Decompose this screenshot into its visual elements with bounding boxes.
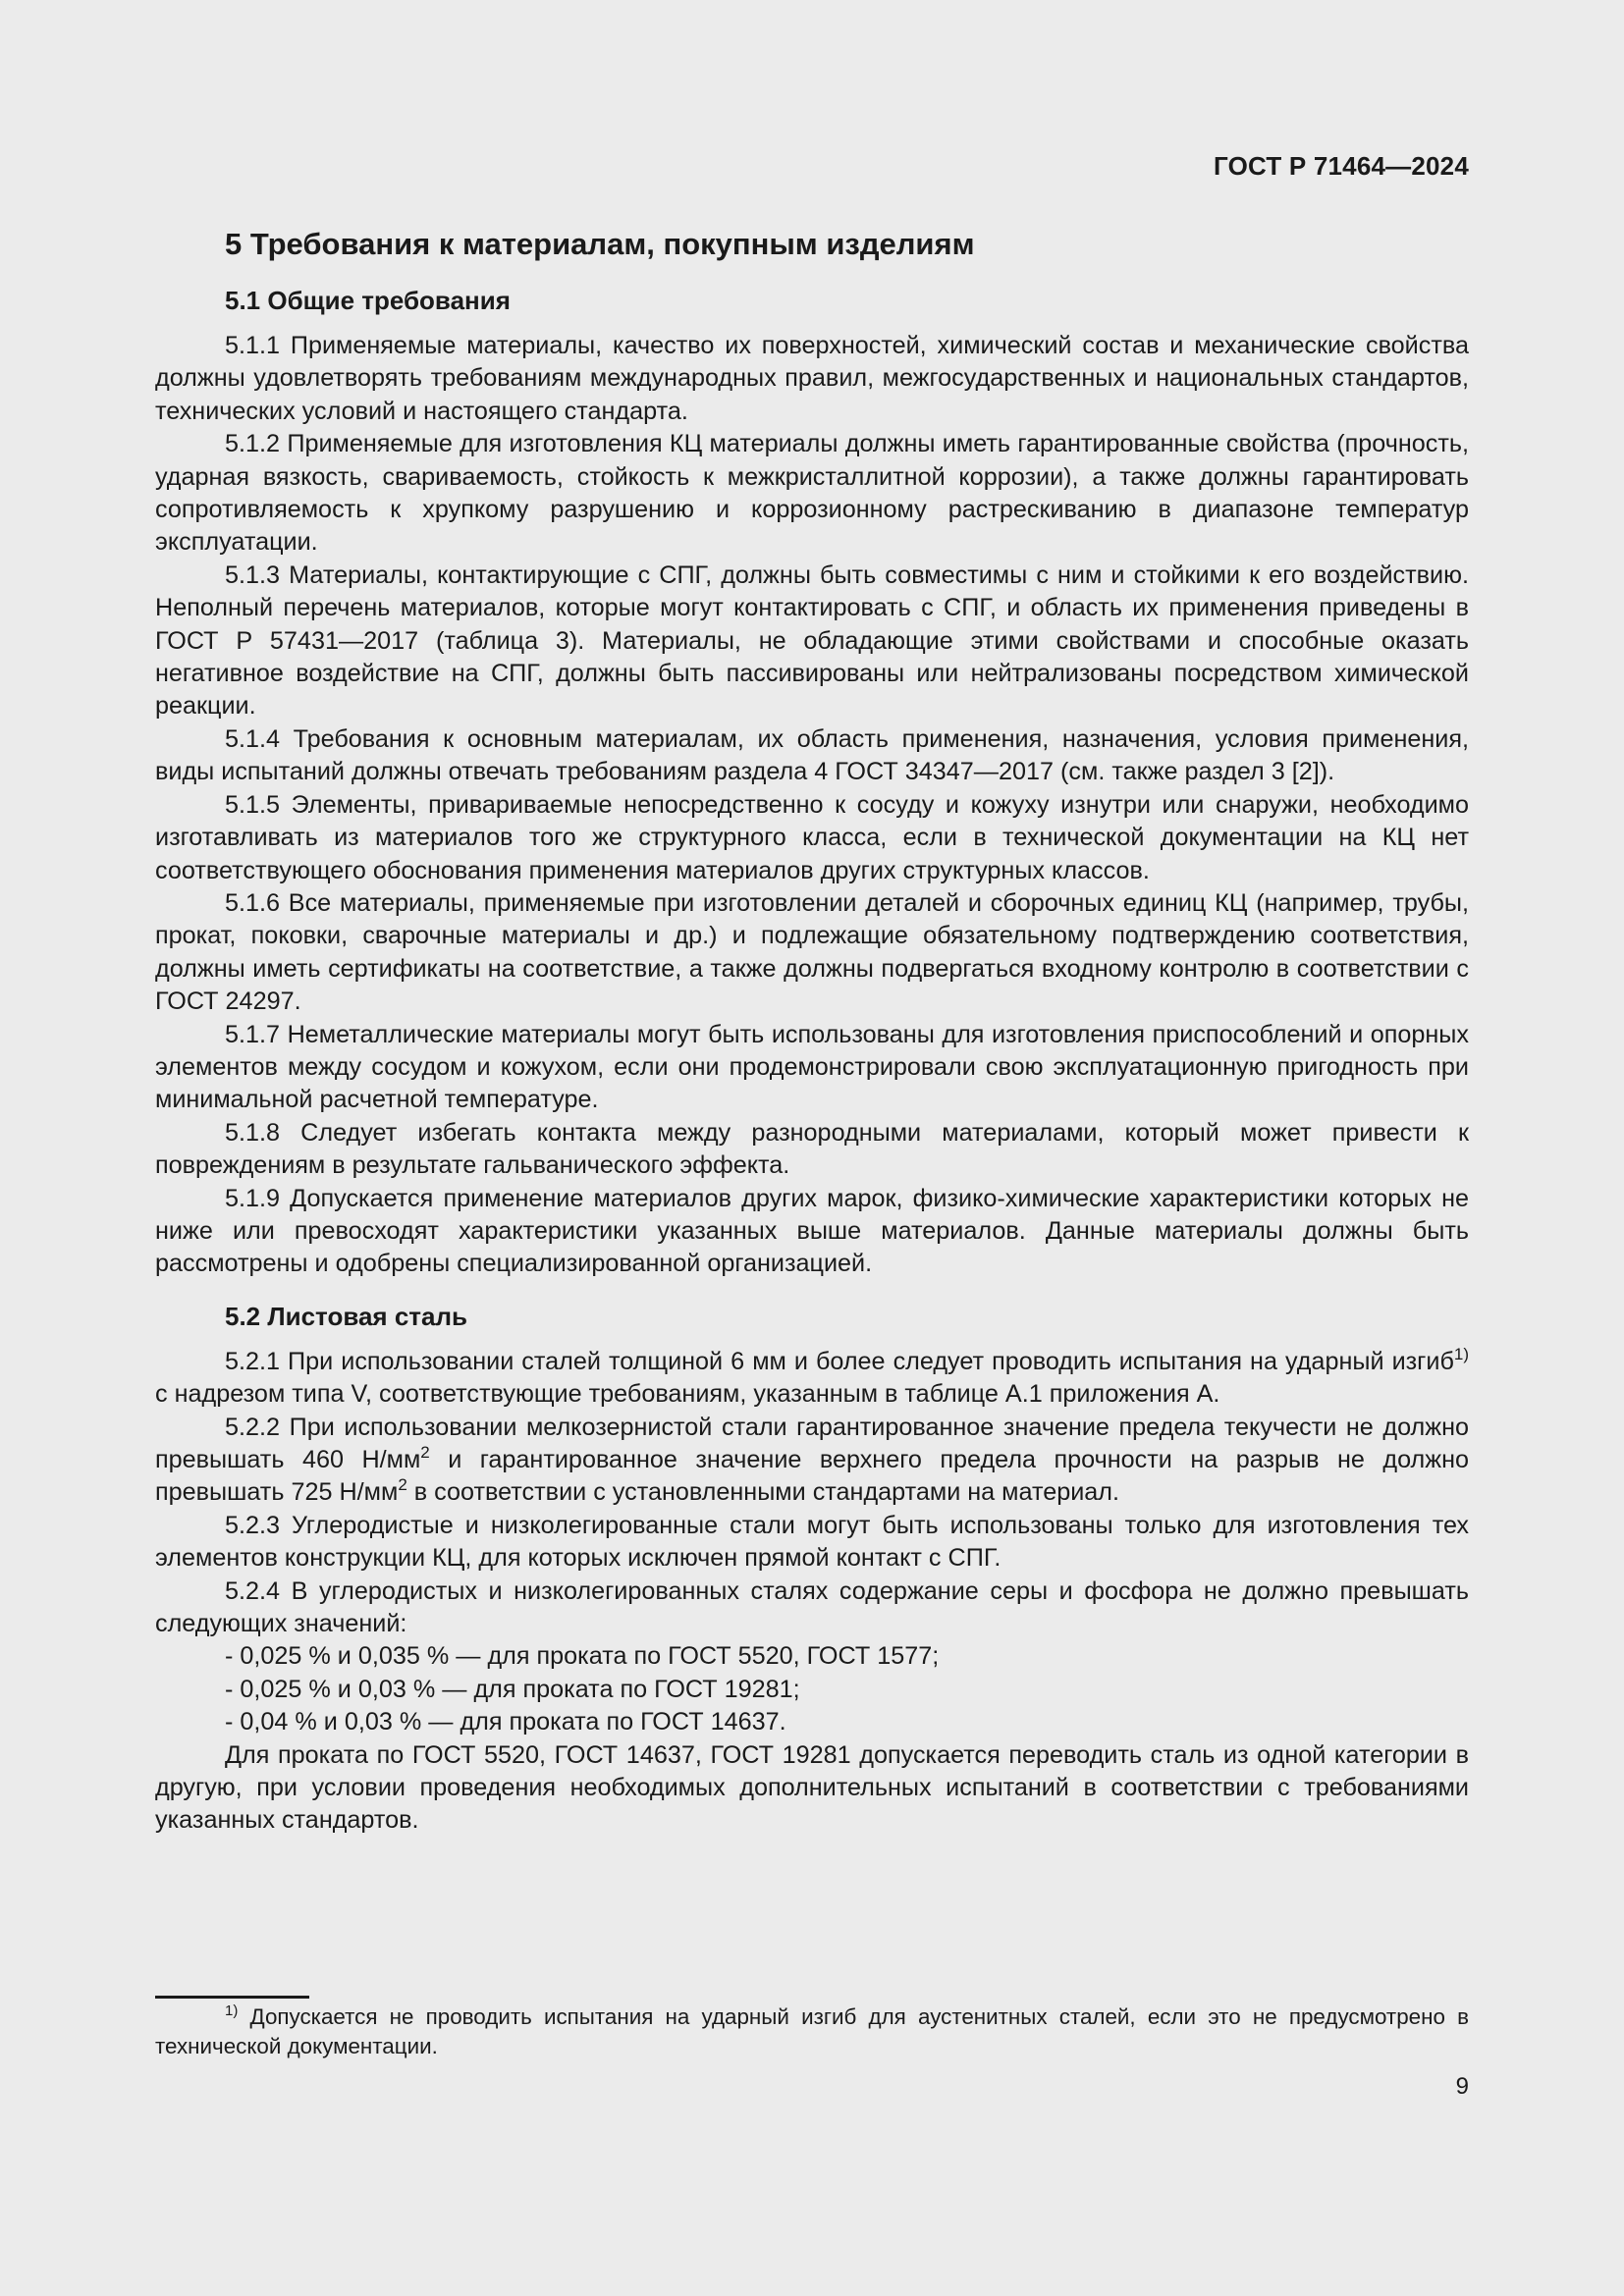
paragraph-5-2-2-text-a: 5.2.2 При использовании мелкозернистой стали гарантированное значение предела текучести не должно превышать 460 Н/мм	[155, 1413, 1469, 1473]
paragraph-5-1-7: 5.1.7 Неметаллические материалы могут быть использованы для изготовления приспособлений и опорных элементов между сосудом и кожухом, если они продемонстрировали свою эксплуатационную пригодность при минимальной расчетной температуре.	[155, 1020, 1469, 1114]
paragraph-5-2-4: 5.2.4 В углеродистых и низколегированных сталях содержание серы и фосфора не должно превышать следующих значений:	[155, 1576, 1469, 1638]
paragraph-5-2-2-text-b: и гарантированное значение верхнего предела прочности на разрыв не должно превышать 725 Н/мм	[155, 1446, 1469, 1507]
paragraph-5-1-6: 5.1.6 Все материалы, применяемые при изготовлении деталей и сборочных единиц КЦ (например, трубы, прокат, поковки, сварочные материалы и др.) и подлежащие обязательному подтверждению соответствия, должны иметь сертификаты на соответствие, а также должны подвергаться входному контролю в соответствии с ГОСТ 24297.	[155, 888, 1469, 1016]
document-code: ГОСТ Р 71464—2024	[1214, 151, 1469, 181]
paragraph-5-1-5: 5.1.5 Элементы, привариваемые непосредственно к сосуду и кожуху изнутри или снаружи, необходимо изготавливать из материалов того же структурного класса, если в технической документации на КЦ нет соответствующего обоснования применения материалов других структурных классов.	[155, 790, 1469, 884]
paragraph-5-2-2-text-c: в соответствии с установленными стандартами на материал.	[406, 1478, 1119, 1507]
paragraph-5-2-1	[155, 1346, 1469, 1412]
paragraph-5-2-1-text-a: 5.2.1 При использовании сталей толщиной 6 мм и более следует проводить испытания на ударный изгиб	[225, 1347, 1454, 1375]
footnote-divider	[155, 1996, 309, 1999]
footnote-mark: 1)	[225, 2002, 239, 2019]
paragraph-5-1-3: 5.1.3 Материалы, контактирующие с СПГ, должны быть совместимы с ним и стойкими к его воздействию. Неполный перечень материалов, которые могут контактировать с СПГ, и область их применения приведены в ГОСТ Р 57431—2017 (таблица 3). Материалы, не обладающие этими свойствами и способные оказать негативное воздействие на СПГ, должны быть пассивированы или нейтрализованы посредством химической реакции.	[155, 561, 1469, 721]
paragraph-5-2-1-text-b: с надрезом типа V, соответствующие требованиям, указанным в таблице А.1 приложения А.	[155, 1380, 1220, 1409]
paragraph-5-1-2: 5.1.2 Применяемые для изготовления КЦ материалы должны иметь гарантированные свойства (прочность, ударная вязкость, свариваемость, стойкость к межкристаллитной коррозии), а также должны гарантировать сопротивляемость к хрупкому разрушению и коррозионному растрескиванию в диапазоне температур эксплуатации.	[155, 430, 1469, 557]
footnote-text: Допускается не проводить испытания на ударный изгиб для аустенитных сталей, если это не предусмотрено в технической документации.	[155, 2004, 1469, 2058]
main-content	[155, 224, 1469, 1838]
paragraph-5-2-2	[155, 1412, 1469, 1510]
footnote-reference: 1)	[1453, 1344, 1469, 1363]
footnote	[155, 2002, 1469, 2061]
list-item: - 0,025 % и 0,035 % — для проката по ГОСТ 5520, ГОСТ 1577;	[225, 1642, 940, 1671]
list-item: - 0,04 % и 0,03 % — для проката по ГОСТ 14637.	[225, 1708, 786, 1736]
subsection-title-general: 5.1 Общие требования	[225, 286, 511, 315]
paragraph-5-1-8: 5.1.8 Следует избегать контакта между разнородными материалами, который может привести к повреждениям в результате гальванического эффекта.	[155, 1118, 1469, 1180]
paragraph-5-2-3: 5.2.3 Углеродистые и низколегированные стали могут быть использованы только для изготовления тех элементов конструкции КЦ, для которых исключен прямой контакт с СПГ.	[155, 1511, 1469, 1573]
paragraph-5-1-9: 5.1.9 Допускается применение материалов других марок, физико-химические характеристики которых не ниже или превосходят характеристики указанных выше материалов. Данные материалы должны быть рассмотрены и одобрены специализированной организацией.	[155, 1184, 1469, 1278]
paragraph-final: Для проката по ГОСТ 5520, ГОСТ 14637, ГОСТ 19281 допускается переводить сталь из одной категории в другую, при условии проведения необходимых дополнительных испытаний в соответствии с требованиями указанных стандартов.	[155, 1740, 1469, 1835]
page-number: 9	[1455, 2073, 1469, 2100]
section-title: 5 Требования к материалам, покупным изделиям	[225, 227, 975, 261]
unit-superscript: 2	[398, 1475, 407, 1495]
paragraph-5-1-1: 5.1.1 Применяемые материалы, качество их поверхностей, химический состав и механические свойства должны удовлетворять требованиям международных правил, межгосударственных и национальных стандартов, технических условий и настоящего стандарта.	[155, 332, 1469, 425]
paragraph-5-1-4: 5.1.4 Требования к основным материалам, их область применения, назначения, условия применения, виды испытаний должны отвечать требованиям раздела 4 ГОСТ 34347—2017 (см. также раздел 3 [2]).	[155, 724, 1469, 786]
list-item: - 0,025 % и 0,03 % — для проката по ГОСТ 19281;	[225, 1675, 800, 1703]
subsection-title-sheet-steel: 5.2 Листовая сталь	[225, 1301, 467, 1331]
unit-superscript: 2	[420, 1442, 430, 1462]
